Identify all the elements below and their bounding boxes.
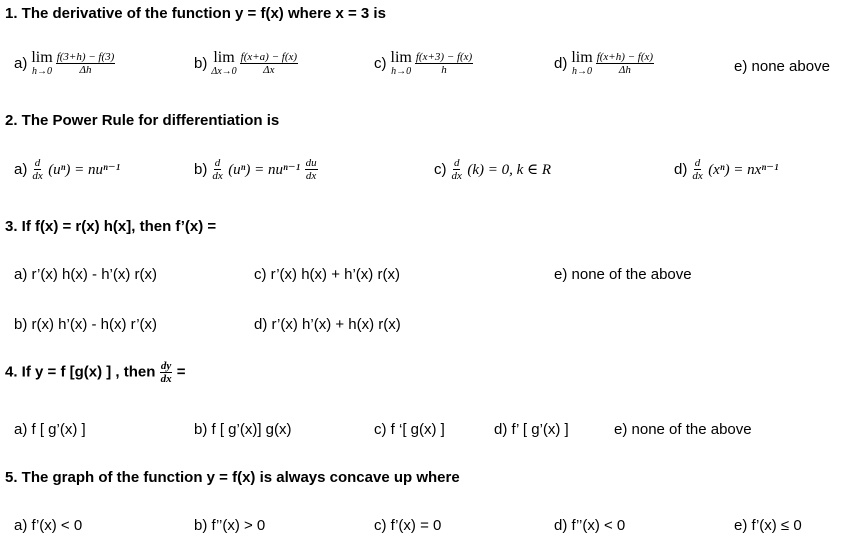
- q5-option-b: b) f’’(x) > 0: [194, 517, 266, 534]
- q1-option-d: [554, 50, 654, 77]
- numerator: f(x+a) − f(x): [240, 51, 298, 63]
- denominator: Δx: [263, 64, 275, 76]
- limit: [211, 50, 236, 77]
- numerator: dy: [160, 360, 172, 372]
- denominator: dx: [160, 373, 172, 385]
- denominator: dx: [305, 170, 317, 182]
- option-label: d): [674, 161, 688, 178]
- q4-option-c: c) f ‘[ g(x) ]: [374, 421, 445, 438]
- question-4-text: 4. If y = f [g(x) ] , then: [5, 363, 156, 381]
- numerator: du: [305, 157, 317, 169]
- fraction: [240, 51, 298, 76]
- denominator: dx: [692, 170, 703, 182]
- numerator: d: [214, 157, 221, 169]
- question-3-title: 3. If f(x) = r(x) h(x], then f’(x) =: [5, 218, 217, 235]
- question-2-title: 2. The Power Rule for differentiation is: [5, 112, 280, 129]
- q3-option-e: e) none of the above: [554, 266, 692, 283]
- q3-option-c: c) r’(x) h(x) + h’(x) r(x): [254, 266, 400, 283]
- fraction: [211, 157, 223, 182]
- denominator: dx: [451, 170, 462, 182]
- q5-option-d: d) f’’(x) < 0: [554, 517, 626, 534]
- denominator: Δh: [79, 64, 92, 76]
- lim-sub: Δx→0: [211, 66, 237, 77]
- lim-word: lim: [213, 49, 235, 66]
- q5-option-c: c) f’(x) = 0: [374, 517, 442, 534]
- lim-sub: h→0: [572, 66, 593, 77]
- fraction: [56, 51, 116, 76]
- q3-option-b: b) r(x) h’(x) - h(x) r’(x): [14, 316, 158, 333]
- q3-option-d: d) r’(x) h’(x) + h(x) r(x): [254, 316, 401, 333]
- option-label: b): [194, 161, 208, 178]
- formula: (k) = 0, k ∈ R: [467, 162, 552, 178]
- numerator: d: [34, 157, 41, 169]
- option-label: b): [194, 55, 208, 72]
- q4-option-a: a) f [ g’(x) ]: [14, 421, 86, 438]
- denominator: dx: [212, 170, 223, 182]
- formula: (uⁿ) = nuⁿ⁻¹: [228, 162, 301, 178]
- fraction: [31, 157, 43, 182]
- numerator: d: [694, 157, 701, 169]
- q4-option-d: d) f’ [ g’(x) ]: [494, 421, 569, 438]
- denominator: Δh: [618, 64, 631, 76]
- option-label: c): [374, 55, 387, 72]
- equals-sign: =: [176, 363, 186, 381]
- numerator: f(3+h) − f(3): [56, 51, 115, 63]
- denominator: h: [441, 64, 447, 76]
- question-1-title: 1. The derivative of the function y = f(x) where x = 3 is: [5, 5, 386, 22]
- q3-option-a: a) r’(x) h(x) - h’(x) r(x): [14, 266, 158, 283]
- limit: [31, 50, 52, 77]
- fraction: [415, 51, 473, 76]
- limit: [391, 50, 412, 77]
- q2-option-b: [194, 157, 318, 182]
- q1-option-a: [14, 50, 115, 77]
- fraction: [451, 157, 463, 182]
- limit: [571, 50, 592, 77]
- lim-sub: h→0: [391, 66, 412, 77]
- fraction: [691, 157, 703, 182]
- q2-option-d: [674, 157, 778, 182]
- fraction: [596, 51, 654, 76]
- question-5-title: 5. The graph of the function y = f(x) is always concave up where: [5, 469, 460, 486]
- lim-word: lim: [31, 49, 53, 66]
- numerator: d: [453, 157, 460, 169]
- q5-option-e: e) f’(x) ≤ 0: [734, 517, 802, 534]
- lim-word: lim: [390, 49, 412, 66]
- lim-sub: h→0: [32, 66, 53, 77]
- q5-option-a: a) f’(x) < 0: [14, 517, 83, 534]
- q2-option-c: [434, 157, 551, 182]
- option-label: d): [554, 55, 568, 72]
- q4-option-e: e) none of the above: [614, 421, 752, 438]
- numerator: f(x+3) − f(x): [415, 51, 473, 63]
- fraction: [305, 157, 318, 182]
- option-label: c): [434, 161, 447, 178]
- option-label: a): [14, 55, 28, 72]
- option-label: a): [14, 161, 28, 178]
- formula: (xⁿ) = nxⁿ⁻¹: [708, 162, 779, 178]
- question-4-title: [5, 360, 186, 385]
- q1-option-e: e) none above: [734, 58, 830, 75]
- q1-option-c: [374, 50, 473, 77]
- q2-option-a: [14, 157, 120, 182]
- lim-word: lim: [571, 49, 593, 66]
- q1-option-b: [194, 50, 298, 77]
- denominator: dx: [32, 170, 43, 182]
- fraction: [160, 360, 173, 385]
- numerator: f(x+h) − f(x): [596, 51, 654, 63]
- formula: (uⁿ) = nuⁿ⁻¹: [48, 162, 121, 178]
- q4-option-b: b) f [ g’(x)] g(x): [194, 421, 292, 438]
